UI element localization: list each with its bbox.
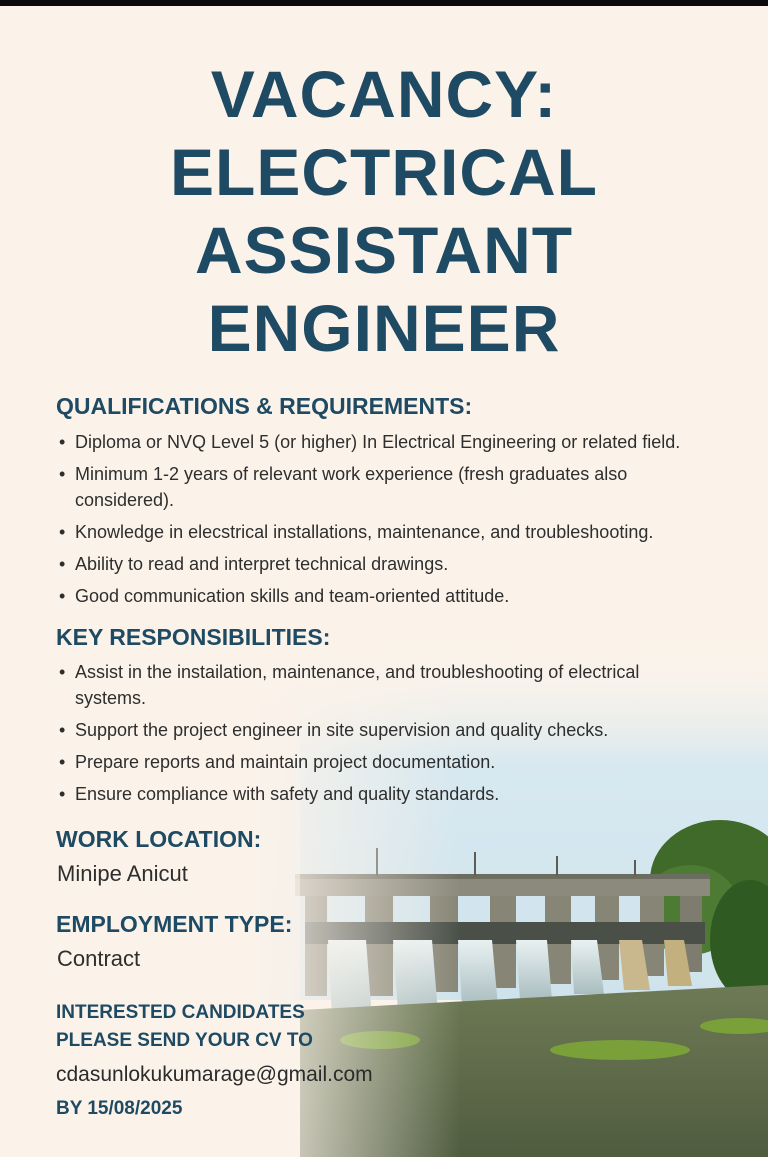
list-item: • Knowledge in elecstrical installations, maintenance, and troubleshooting.	[56, 519, 756, 545]
title-line-3: ASSISTANT	[194, 213, 574, 287]
title-line-4: ENGINEER	[207, 291, 561, 365]
responsibilities-heading: KEY RESPONSIBILITIES:	[56, 624, 331, 650]
employment-value: Contract	[57, 946, 141, 971]
list-item: • Minimum 1-2 years of relevant work experience (fresh graduates also considered).	[56, 461, 665, 513]
list-item: • Prepare reports and maintain project documentation.	[56, 749, 716, 775]
title-line-1: VACANCY:	[210, 57, 558, 131]
responsibilities-list	[56, 659, 716, 813]
employment-heading: EMPLOYMENT TYPE:	[56, 911, 293, 937]
list-item: • Good communication skills and team-oriented attitude.	[56, 583, 756, 609]
list-item: • Ensure compliance with safety and quality standards.	[56, 781, 716, 807]
list-item: • Support the project engineer in site supervision and quality checks.	[56, 717, 716, 743]
qualifications-heading: QUALIFICATIONS & REQUIREMENTS:	[56, 393, 473, 419]
list-item: • Ability to read and interpret technical drawings.	[56, 551, 756, 577]
contact-line-1: INTERESTED CANDIDATES	[56, 1002, 305, 1023]
list-item: • Diploma or NVQ Level 5 (or higher) In Electrical Engineering or related field.	[56, 429, 756, 455]
location-value: Minipe Anicut	[57, 861, 188, 886]
qualifications-list	[56, 429, 756, 615]
list-item: • Assist in the instailation, maintenance, and troubleshooting of electrical systems.	[56, 659, 715, 711]
contact-line-2: PLEASE SEND YOUR CV TO	[56, 1030, 313, 1051]
deadline-date: BY 15/08/2025	[56, 1098, 183, 1119]
email-address[interactable]: cdasunlokukumarage@gmail.com	[56, 1063, 373, 1086]
location-heading: WORK LOCATION:	[56, 826, 262, 852]
title-line-2: ELECTRICAL	[170, 135, 598, 209]
